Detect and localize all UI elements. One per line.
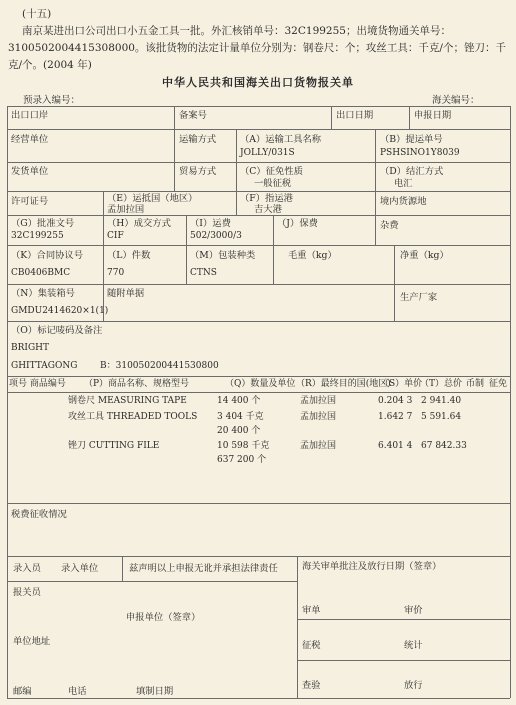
bill-value: PSHSINO1Y8039 (380, 148, 460, 158)
preentry-label: 预录入编号： (23, 95, 81, 106)
goods-header-seq: 项号 商品编号 (9, 379, 66, 389)
tool-name-label: （A）运输工具名称 (240, 134, 322, 145)
goods-qty: 14 400 个 (217, 396, 261, 406)
mark-line-2: GHITTAGONG (11, 361, 78, 371)
settle-value: 电汇 (394, 178, 413, 189)
dest-country-value: 孟加拉国 (107, 204, 145, 215)
export-date-label: 出口日期 (336, 110, 374, 121)
source-label: 境内货源地 (380, 196, 427, 207)
pack-type-value: CTNS (190, 268, 217, 278)
question-heading: (十五) (22, 8, 52, 20)
goods-dest: 孟加拉国 (300, 396, 337, 406)
consignor-label: 发货单位 (11, 166, 49, 177)
tax-nature-label: （C）征免性质 (240, 166, 303, 177)
tool-name-value: JOLLY/031S (240, 148, 295, 158)
pieces-value: 770 (107, 268, 125, 278)
deal-mode-label: （H）成交方式 (107, 218, 171, 229)
goods-header-total: （T）总价 (420, 379, 463, 389)
gross-weight-label: 毛重（kg） (288, 250, 337, 261)
approval-label: （G）批准文号 (11, 218, 75, 229)
goods-total: 5 591.64 (421, 412, 462, 422)
goods-name: 锉刀 CUTTING FILE (68, 441, 160, 451)
goods-qty-secondary: 637 200 个 (217, 455, 267, 465)
contract-value: CB0406BMC (11, 268, 71, 278)
review-label: 审单 (302, 605, 321, 616)
goods-name: 钢卷尺 MEASURING TAPE (68, 396, 187, 406)
phone-label: 电话 (68, 686, 87, 697)
goods-price: 0.204 3 (378, 396, 413, 406)
declare-unit-sign-label: 申报单位（签章） (126, 612, 201, 623)
goods-qty-secondary: 20 400 个 (217, 426, 261, 436)
form-title: 中华人民共和国海关出口货物报关单 (162, 76, 354, 89)
net-weight-label: 净重（kg） (400, 250, 449, 261)
inspection-label: 查验 (302, 680, 321, 691)
goods-header-dest: （R）最终目的国(地区) (296, 379, 391, 389)
customs-no-label: 海关编号： (432, 95, 480, 106)
pieces-label: （L）件数 (107, 250, 151, 261)
deal-mode-value: CIF (107, 231, 124, 241)
operator-label: 经营单位 (11, 134, 49, 145)
container-value: GMDU2414620×1(1) (11, 306, 109, 316)
goods-header-qty: （Q）数量及单位 (225, 379, 296, 389)
entry-unit-label: 录入单位 (61, 563, 99, 574)
tax-levy-section-label: 税费征收情况 (11, 509, 67, 520)
goods-name: 攻丝工具 THREADED TOOLS (68, 412, 198, 422)
entry-staff-label: 录入员 (13, 563, 41, 574)
goods-header-name: （P）商品名称、规格型号 (84, 379, 190, 389)
goods-header-exempt: 征免 (489, 379, 508, 389)
release-label: 放行 (404, 680, 423, 691)
question-intro (8, 6, 508, 74)
export-port-label: 出口口岸 (11, 110, 49, 121)
declare-date-label: 申报日期 (414, 110, 452, 121)
customs-approval-label: 海关审单批注及放行日期（签章） (302, 561, 442, 572)
goods-dest: 孟加拉国 (300, 441, 337, 451)
misc-fee-label: 杂费 (380, 220, 399, 231)
goods-qty: 10 598 千克 (217, 441, 270, 451)
manufacturer-label: 生产厂家 (400, 292, 438, 303)
price-review-label: 审价 (404, 605, 423, 616)
record-no-label: 备案号 (179, 110, 207, 121)
goods-qty: 3 404 千克 (217, 412, 264, 422)
goods-price: 6.401 4 (378, 441, 413, 451)
approval-value: 32C199255 (11, 231, 64, 241)
trade-mode-label: 贸易方式 (179, 166, 217, 177)
attached-docs-label: 随附单据 (107, 288, 145, 299)
fill-date-label: 填制日期 (136, 686, 174, 697)
statistics-label: 统计 (404, 640, 423, 651)
goods-total: 67 842.33 (421, 441, 467, 451)
freight-value: 502/3000/3 (190, 231, 242, 241)
pack-type-label: （M）包装种类 (190, 250, 256, 261)
declaration-statement: 兹声明以上申报无讹并承担法律责任 (129, 563, 278, 574)
goods-header-price: （S）单价 (380, 379, 423, 389)
tax-nature-value: 一般征税 (254, 178, 292, 189)
container-label: （N）集装箱号 (11, 288, 75, 299)
mark-line-3: B：310050200441530800 (100, 361, 219, 371)
bill-label: （B）提运单号 (380, 134, 443, 145)
marks-label: （O）标记唛码及备注 (11, 325, 103, 336)
dest-port-value: 吉大港 (254, 204, 282, 215)
transport-mode-label: 运输方式 (179, 134, 217, 145)
freight-label: （I）运费 (190, 218, 231, 229)
settle-label: （D）结汇方式 (380, 166, 444, 177)
goods-header-currency: 币制 (466, 379, 485, 389)
postcode-label: 邮编 (13, 686, 32, 697)
goods-price: 1.642 7 (378, 412, 413, 422)
declarer-label: 报关员 (13, 587, 41, 598)
license-label: 许可证号 (11, 196, 49, 207)
dest-country-label: （E）运抵国（地区） (107, 193, 198, 204)
unit-address-label: 单位地址 (13, 636, 51, 647)
tax-levy-label: 征税 (302, 640, 321, 651)
contract-label: （K）合同协议号 (11, 250, 84, 261)
goods-total: 2 941.40 (421, 396, 462, 406)
goods-dest: 孟加拉国 (300, 412, 337, 422)
question-paragraph: 南京某进出口公司出口小五金工具一批。外汇核销单号：32C199255；出境货物通关单号：310050200441530800​0。该批货物的法定计量单位分别为：钢卷尺：个；攻丝工具：千克/个；锉刀：千克/个。(2004 年) (8, 25, 506, 71)
dest-port-label: （F）指运港 (240, 193, 293, 204)
mark-line-1: BRIGHT (11, 343, 49, 353)
insurance-label: （J）保费 (277, 218, 318, 229)
